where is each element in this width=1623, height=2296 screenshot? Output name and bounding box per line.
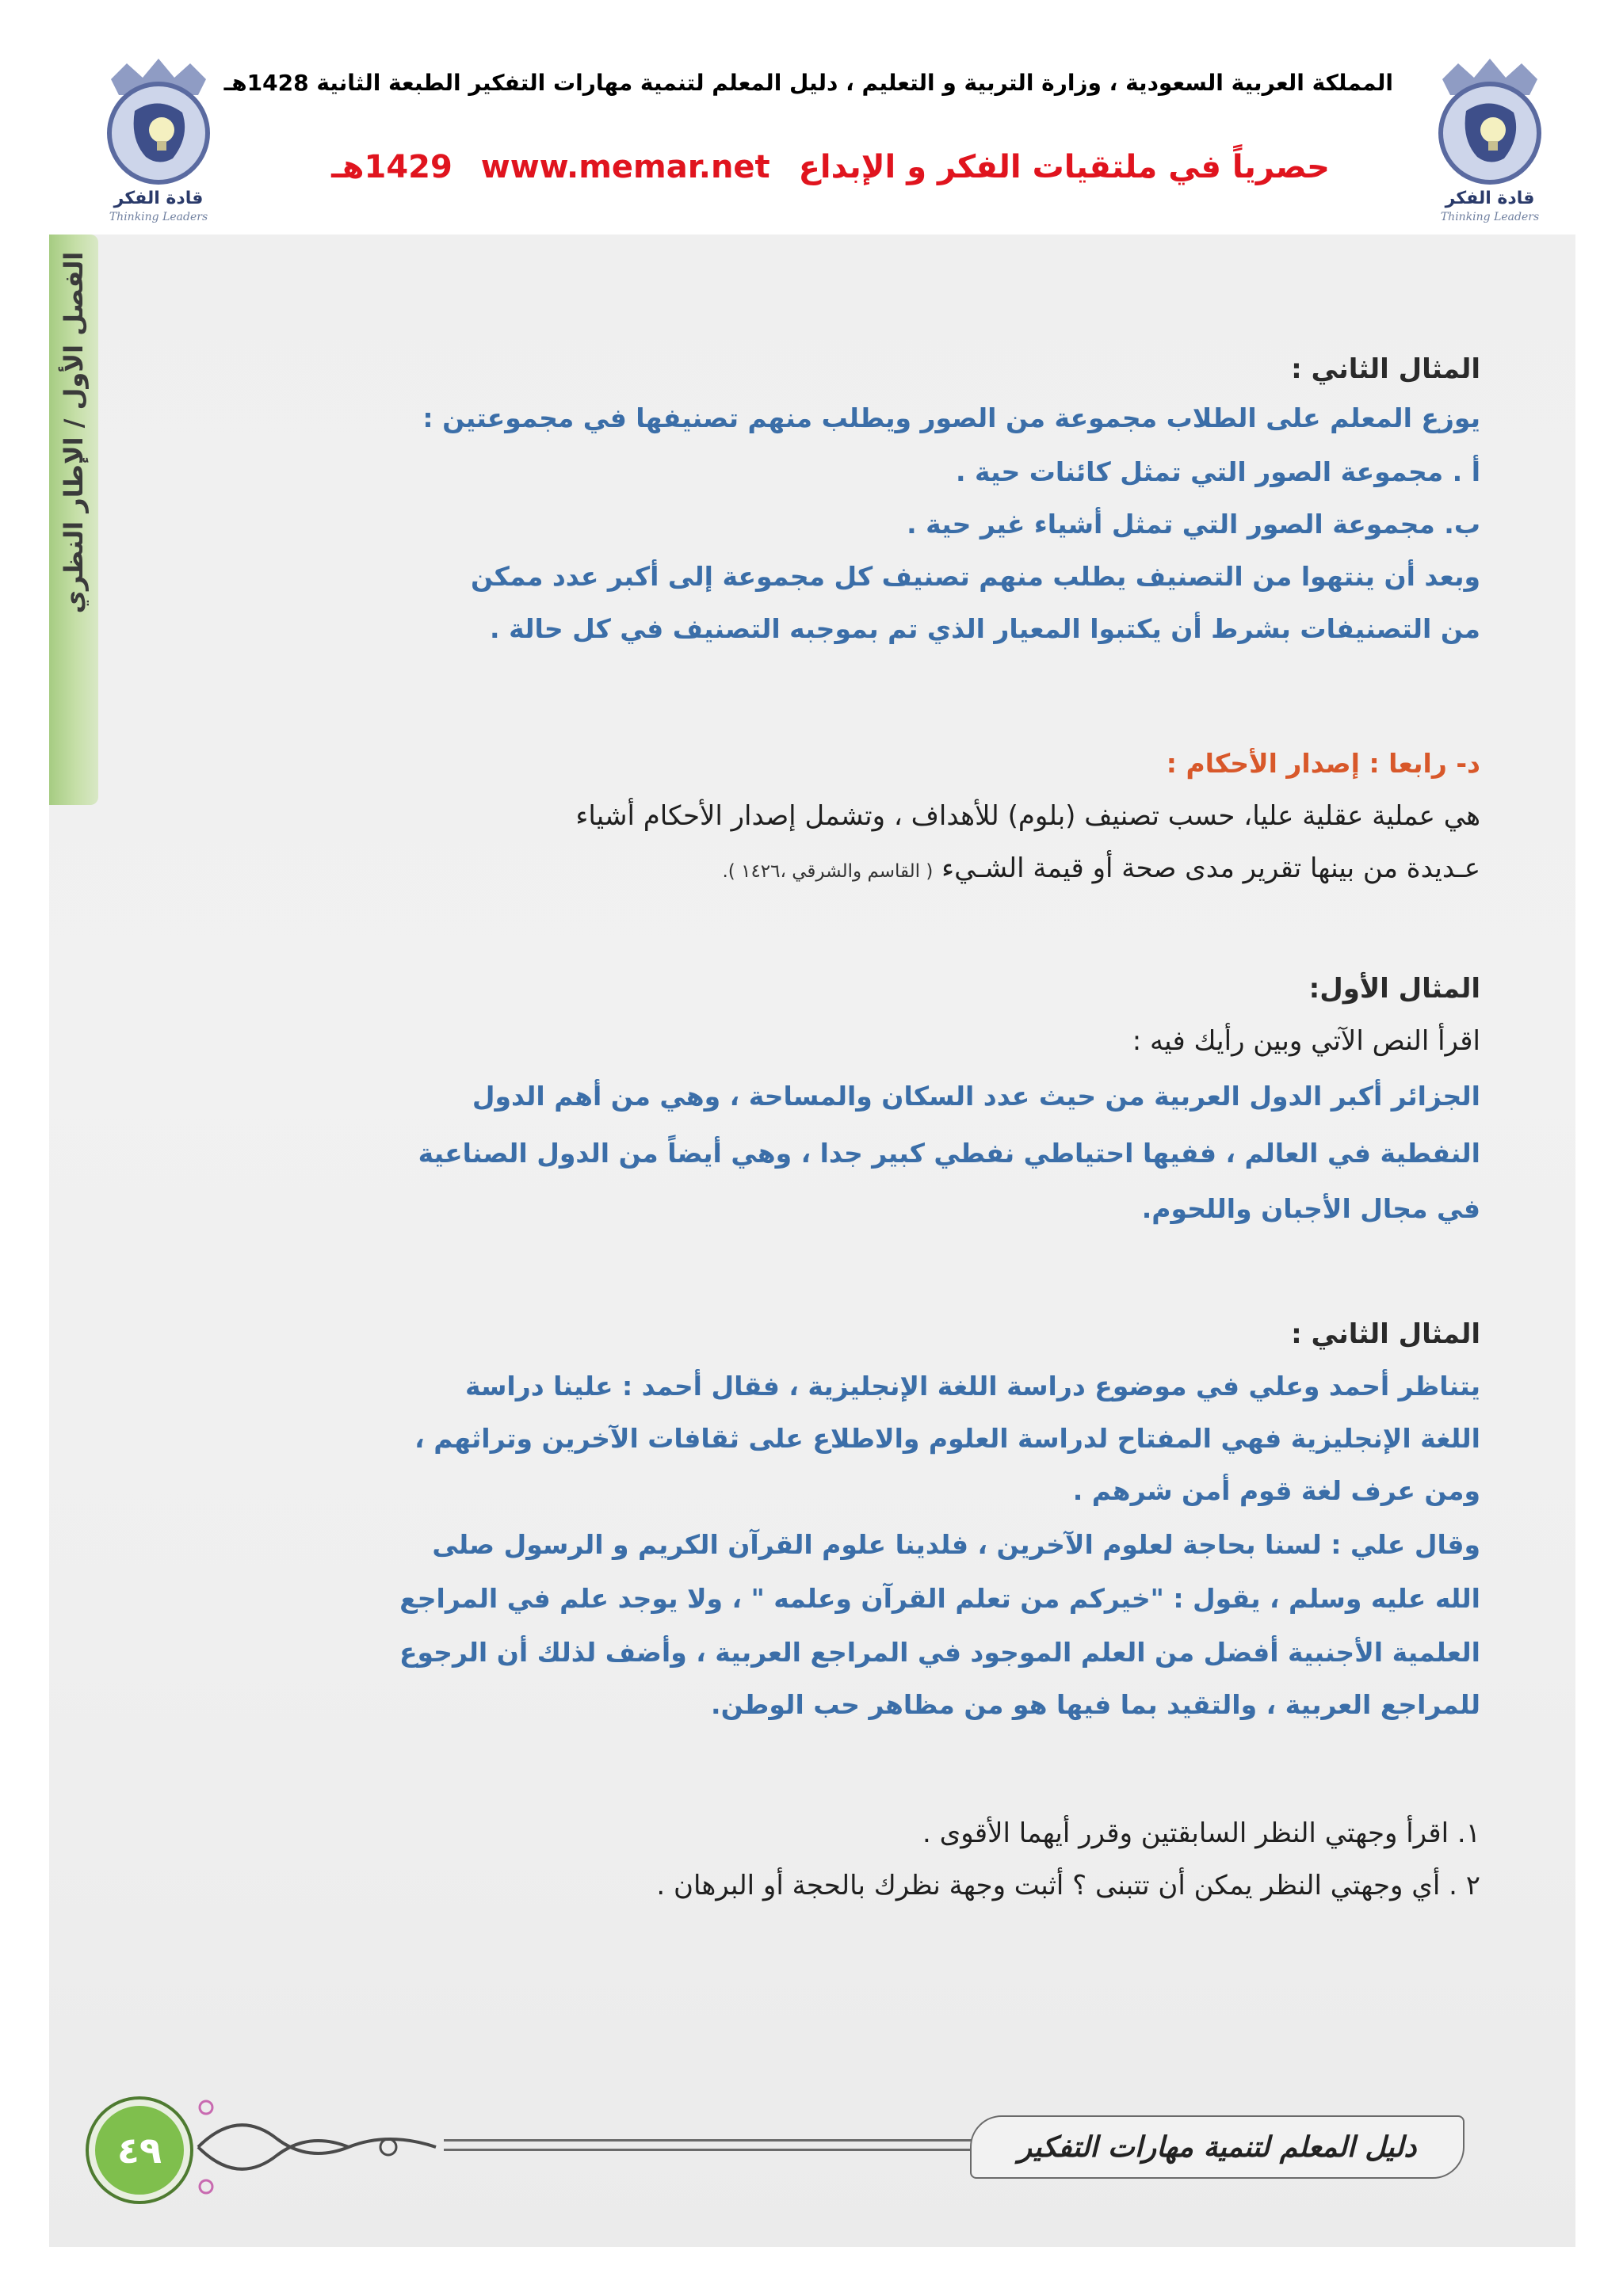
- example2b-text-line: للمراجع العربية ، والتقيد بما فيها هو من مظاهر حب الوطن.: [711, 1689, 1480, 1720]
- promo-year: 1429هـ: [331, 149, 453, 185]
- example1-instruction: اقرأ النص الآتي وبين رأيك فيه :: [1132, 1025, 1480, 1057]
- example2b-heading: المثال الثاني :: [1291, 1318, 1480, 1350]
- example2-line: ب. مجموعة الصور التي تمثل أشياء غير حية .: [907, 509, 1480, 540]
- document-header: [0, 0, 1623, 230]
- book-page: [49, 235, 1575, 2247]
- example1-text-line: النفطية في العالم ، ففيها احتياطي نفطي كبير جدا ، وهي أيضاً من الدول الصناعية: [418, 1138, 1480, 1169]
- chapter-tab-label: الفصل الأول / الإطار النظري: [59, 251, 89, 614]
- example2b-text-line: ومن عرف لغة قوم أمن شرهم .: [1072, 1475, 1480, 1506]
- logo-emblem-icon: [1411, 48, 1569, 206]
- section-d-line: [722, 852, 1480, 884]
- footer-book-title: دليل المعلم لتنمية مهارات التفكير: [970, 2115, 1465, 2179]
- example1-text-line: في مجال الأجبان واللحوم.: [1141, 1193, 1480, 1224]
- section-d-text: عـديدة من بينها تقرير مدى صحة أو قيمة الشـيء: [941, 852, 1480, 884]
- header-title-line: المملكة العربية السعودية ، وزارة التربية و التعليم ، دليل المعلم لتنمية مهارات التفكير الطبعة الثانية 1428هـ: [223, 70, 1393, 96]
- thinking-leaders-logo-left: [79, 48, 238, 223]
- logo-caption: قادة الفكر: [113, 189, 204, 208]
- promo-text: حصرياً في ملتقيات الفكر و الإبداع: [798, 149, 1330, 185]
- thinking-leaders-logo-right: [1411, 48, 1569, 223]
- page-number-badge: ٤٩: [89, 2100, 190, 2201]
- example2-line: أ . مجموعة الصور التي تمثل كائنات حية .: [955, 456, 1480, 487]
- section-d-line: هي عملية عقلية عليا، حسب تصنيف (بلوم) للأهداف ، وتشمل إصدار الأحكام أشياء: [575, 800, 1480, 832]
- header-promo-line: [325, 149, 1330, 185]
- example2b-text-line: يتناظر أحمد وعلي في موضوع دراسة اللغة الإنجليزية ، فقال أحمد : علينا دراسة: [464, 1371, 1480, 1402]
- question-item: ٢ . أي وجهتي النظر يمكن أن تتبنى ؟ أثبت وجهة نظرك بالحجة أو البرهان .: [656, 1870, 1480, 1901]
- logo-subcaption: Thinking Leaders: [109, 211, 208, 223]
- logo-subcaption: Thinking Leaders: [1440, 211, 1540, 223]
- example2-line: وبعد أن ينتهوا من التصنيف يطلب منهم تصنيف كل مجموعة إلى أكبر عدد ممكن: [470, 561, 1480, 592]
- example2b-text-line: الله عليه وسلم ، يقول : "خيركم من تعلم القرآن وعلمه " ، ولا يوجد علم في المراجع: [399, 1583, 1480, 1614]
- footer-ornament-icon: [190, 2092, 444, 2203]
- example2-heading: المثال الثاني :: [1291, 353, 1480, 385]
- logo-caption: قادة الفكر: [1445, 189, 1535, 208]
- example2-line: من التصنيفات بشرط أن يكتبوا المعيار الذي تم بموجبه التصنيف في كل حالة .: [490, 613, 1480, 644]
- logo-emblem-icon: [79, 48, 238, 206]
- site-url-link[interactable]: www.memar.net: [480, 149, 770, 185]
- section-d-heading: د- رابعا : إصدار الأحكام :: [1166, 748, 1480, 779]
- example2b-text-line: اللغة الإنجليزية فهي المفتاح لدراسة العلوم والاطلاع على ثقافات الآخرين وتراثهم ،: [414, 1423, 1480, 1454]
- example1-text-line: الجزائر أكبر الدول العربية من حيث عدد السكان والمساحة ، وهي من أهم الدول: [472, 1081, 1480, 1112]
- example2b-text-line: وقال علي : لسنا بحاجة لعلوم الآخرين ، فلدينا علوم القرآن الكريم و الرسول صلى: [432, 1529, 1480, 1560]
- question-item: ١. اقرأ وجهتي النظر السابقتين وقرر أيهما الأقوى .: [922, 1817, 1480, 1849]
- example2b-text-line: العلمية الأجنبية أفضل من العلم الموجود في المراجع العربية ، وأضف لذلك أن الرجوع: [399, 1637, 1480, 1668]
- example1-heading: المثال الأول:: [1308, 973, 1480, 1005]
- citation: ( القاسم والشرقي ،١٤٢٦ ).: [722, 861, 934, 882]
- chapter-side-tab: [49, 235, 98, 805]
- example2-line: يوزع المعلم على الطلاب مجموعة من الصور ويطلب منهم تصنيفها في مجموعتين :: [422, 402, 1480, 433]
